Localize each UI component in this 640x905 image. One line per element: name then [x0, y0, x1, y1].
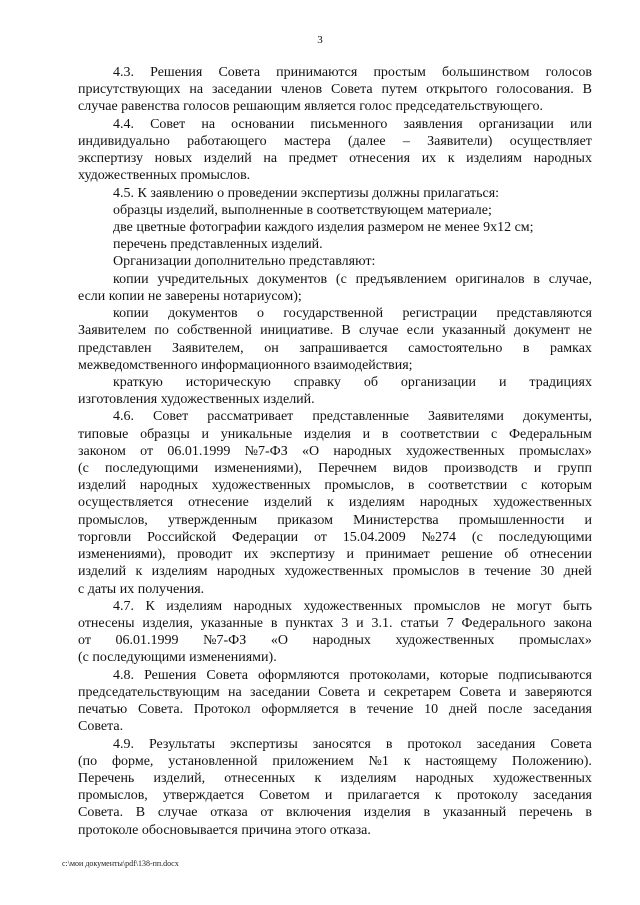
text-line: типовые образцы и уникальные изделия и в соответствии с Федеральным — [78, 426, 592, 442]
text-line: осуществляется отнесение изделий к изделиям народных художественных — [78, 495, 592, 511]
text-line: индивидуально работающего мастера (далее – Заявители) осуществляет — [78, 133, 592, 149]
text-line: межведомственного информационного взаимодействия; — [78, 357, 413, 373]
page-number: 3 — [317, 34, 323, 46]
text-line: председательствующим на заседании Совета и секретарем Совета и заверяются — [78, 684, 592, 700]
text-line: перечень представленных изделий. — [113, 237, 323, 253]
text-line: промыслов, утверждается Советом и прилагается к протоколу заседания — [78, 788, 592, 804]
text-line: отнесены изделия, указанные в пунктах 3 и 3.1. статьи 7 Федерального закона — [78, 616, 592, 631]
text-line: Совета. — [78, 719, 124, 735]
text-line: 4.7. К изделиям народных художественных промыслов не могут быть — [113, 598, 592, 614]
text-line: печатью Совета. Протокол оформляется в течение 10 дней после заседания — [78, 702, 592, 718]
text-line: Перечень изделий, отнесенных к изделиям народных художественных — [78, 770, 592, 786]
text-line: от 06.01.1999 №7-ФЗ «О народных художественных промыслах» — [78, 633, 592, 649]
text-line: 4.4. Совет на основании письменного заявления организации или — [113, 116, 592, 132]
text-line: протоколе обосновывается причина этого отказа. — [78, 822, 371, 838]
text-line: изготовления художественных изделий. — [78, 392, 315, 408]
text-line: художественных промыслов. — [78, 168, 251, 184]
text-line: торговли Российской Федерации от 15.04.2009 №274 (с последующими — [78, 529, 592, 545]
text-line: экспертизу новых изделий на предмет отнесения их к изделиям народных — [78, 151, 592, 167]
text-line: 4.5. К заявлению о проведении экспертизы должны прилагаться: — [113, 185, 500, 201]
text-line: образцы изделий, выполненные в соответствующем материале; — [113, 202, 492, 218]
text-line: (по форме, установленной приложением №1 к настоящему Положению). — [78, 753, 592, 769]
text-line: 4.3. Решения Совета принимаются простым большинством голосов — [113, 65, 592, 80]
file-path-footer: c:\мои документы\pdf\138-пп.docx — [62, 859, 179, 868]
text-line: Заявителем по собственной инициативе. В случае если указанный документ не — [78, 323, 592, 339]
text-line: если копии не заверены нотариусом); — [78, 288, 302, 304]
text-line: Организации дополнительно представляют: — [113, 254, 376, 270]
text-line: 4.6. Совет рассматривает представленные Заявителями документы, — [113, 409, 592, 425]
text-line: копии учредительных документов (с предъявлением оригиналов в случае, — [113, 271, 592, 287]
text-line: с даты их получения. — [78, 581, 205, 597]
text-line: изделий народных художественных промыслов, в соответствии с которым — [78, 478, 592, 494]
text-line: присутствующих на заседании членов Совета путем открытого голосования. В — [78, 82, 592, 98]
document-body — [78, 64, 592, 839]
text-line: случае равенства голосов решающим является голос председательствующего. — [78, 99, 544, 115]
text-line: изменениями), проводит их экспертизу и принимает решение об отнесении — [78, 547, 592, 563]
text-line: (с последующими изменениями). — [78, 650, 277, 666]
text-line: две цветные фотографии каждого изделия размером не менее 9х12 см; — [113, 219, 534, 235]
text-line: (с последующими изменениями), Перечнем видов производств и групп — [78, 461, 592, 477]
text-line: копии документов о государственной регистрации представляются — [113, 306, 592, 322]
text-line: промыслов, утвержденным приказом Министерства промышленности и — [78, 512, 592, 528]
text-line: представлен Заявителем, он запрашивается самостоятельно в рамках — [78, 340, 592, 356]
text-line: законом от 06.01.1999 №7-ФЗ «О народных художественных промыслах» — [78, 443, 592, 459]
text-line: краткую историческую справку об организации и традициях — [113, 374, 592, 390]
text-line: 4.8. Решения Совета оформляются протоколами, которые подписываются — [113, 667, 592, 683]
text-line: 4.9. Результаты экспертизы заносятся в протокол заседания Совета — [113, 736, 592, 752]
text-line: изделий к изделиям народных художественных промыслов в течение 30 дней — [78, 564, 592, 580]
text-line: Совета. В случае отказа от включения изделия в указанный перечень в — [78, 805, 592, 821]
